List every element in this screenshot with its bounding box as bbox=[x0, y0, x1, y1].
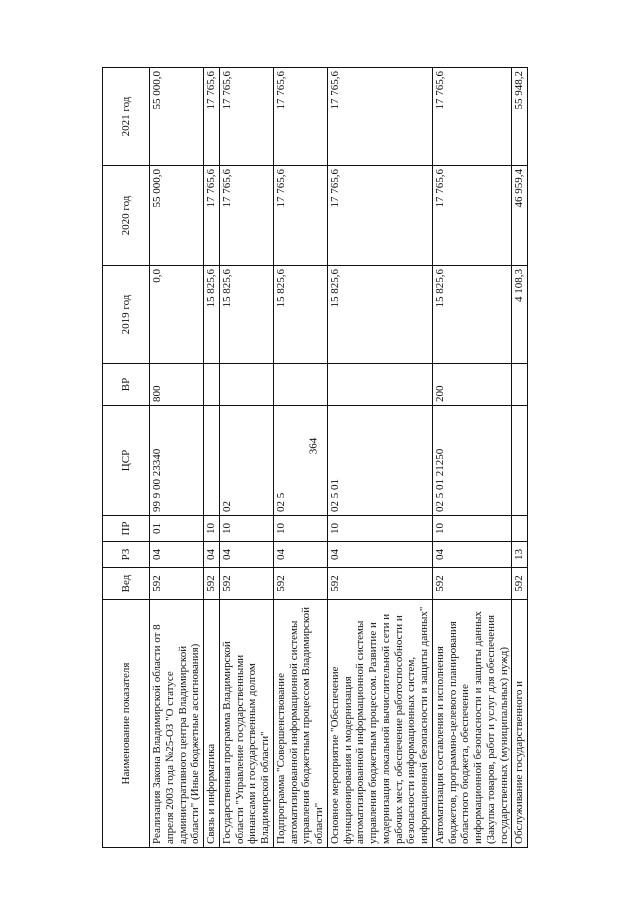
cell-name: Реализация Закона Владимирской области от 8 апреля 2003 года №25-ОЗ "О статусе административного центра Владимирской области" (Иные бюджетные ассигнования) bbox=[150, 600, 204, 848]
cell-csr: 02 5 01 21250 bbox=[432, 406, 512, 516]
cell-2019: 15 825,6 bbox=[219, 266, 273, 364]
cell-2020: 17 765,6 bbox=[219, 166, 273, 266]
header-name: Наименование показателя bbox=[103, 600, 150, 848]
cell-2020: 46 959,4 bbox=[512, 166, 528, 266]
cell-2019: 15 825,6 bbox=[273, 266, 327, 364]
table-row bbox=[219, 68, 273, 848]
cell-ved: 592 bbox=[204, 568, 220, 600]
cell-ved: 592 bbox=[219, 568, 273, 600]
header-2021: 2021 год bbox=[103, 68, 150, 166]
cell-csr: 02 bbox=[219, 406, 273, 516]
cell-name: Связь и информатика bbox=[204, 600, 220, 848]
cell-ved: 592 bbox=[150, 568, 204, 600]
header-vr: ВР bbox=[103, 364, 150, 406]
cell-rz: 04 bbox=[219, 542, 273, 568]
cell-vr bbox=[512, 364, 528, 406]
cell-ved: 592 bbox=[512, 568, 528, 600]
cell-rz: 04 bbox=[432, 542, 512, 568]
cell-pr: 10 bbox=[273, 516, 327, 542]
cell-pr: 10 bbox=[432, 516, 512, 542]
cell-csr: 02 5 01 bbox=[327, 406, 432, 516]
cell-2021: 55 948,2 bbox=[512, 68, 528, 166]
cell-vr bbox=[204, 364, 220, 406]
cell-ved: 592 bbox=[327, 568, 432, 600]
cell-rz: 13 bbox=[512, 542, 528, 568]
cell-rz: 04 bbox=[327, 542, 432, 568]
cell-csr bbox=[512, 406, 528, 516]
cell-csr: 99 9 00 23340 bbox=[150, 406, 204, 516]
cell-vr bbox=[273, 364, 327, 406]
cell-name: Подпрограмма "Совершенствование автоматизированной информационной системы управления бюджетным процессом Владимирской области" bbox=[273, 600, 327, 848]
cell-name: Автоматизация составления и исполнения бюджетов, программно-целевого планирования областного бюджета, обеспечение информационной безопасности и защиты данных (Закупка товаров, работ и услуг для обеспечения государственных (муниципальных) нужд) bbox=[432, 600, 512, 848]
table-row bbox=[432, 68, 512, 848]
cell-2021: 17 765,6 bbox=[204, 68, 220, 166]
cell-pr: 10 bbox=[327, 516, 432, 542]
page-number: 364 bbox=[307, 437, 320, 455]
cell-2021: 17 765,6 bbox=[273, 68, 327, 166]
cell-pr: 10 bbox=[219, 516, 273, 542]
cell-ved: 592 bbox=[273, 568, 327, 600]
cell-2021: 17 765,6 bbox=[432, 68, 512, 166]
header-2019: 2019 год bbox=[103, 266, 150, 364]
cell-ved: 592 bbox=[432, 568, 512, 600]
table-row bbox=[327, 68, 432, 848]
cell-2019: 15 825,6 bbox=[327, 266, 432, 364]
cell-2020: 17 765,6 bbox=[273, 166, 327, 266]
cell-2020: 17 765,6 bbox=[432, 166, 512, 266]
cell-vr bbox=[219, 364, 273, 406]
cell-2021: 55 000,0 bbox=[150, 68, 204, 166]
cell-2020: 17 765,6 bbox=[204, 166, 220, 266]
cell-2020: 17 765,6 bbox=[327, 166, 432, 266]
cell-name: Основное мероприятие "Обеспечение функционирования и модернизация автоматизированной информационной системы управления бюджетным процессом. Развитие и модернизация локальной вычислительной сети и рабочих мест, обеспечение работоспособности и безопасности информационных систем, информационной безопасности и защиты данных" bbox=[327, 600, 432, 848]
cell-rz: 04 bbox=[150, 542, 204, 568]
cell-2021: 17 765,6 bbox=[219, 68, 273, 166]
header-pr: ПР bbox=[103, 516, 150, 542]
header-row bbox=[103, 68, 150, 848]
cell-pr bbox=[512, 516, 528, 542]
cell-pr: 01 bbox=[150, 516, 204, 542]
cell-2021: 17 765,6 bbox=[327, 68, 432, 166]
header-ved: Вед bbox=[103, 568, 150, 600]
cell-2019: 0,0 bbox=[150, 266, 204, 364]
cell-2019: 15 825,6 bbox=[432, 266, 512, 364]
header-csr: ЦСР bbox=[103, 406, 150, 516]
cell-2019: 15 825,6 bbox=[204, 266, 220, 364]
cell-csr bbox=[204, 406, 220, 516]
cell-vr bbox=[327, 364, 432, 406]
table-row bbox=[273, 68, 327, 848]
cell-2019: 4 108,3 bbox=[512, 266, 528, 364]
table-row bbox=[512, 68, 528, 848]
cell-vr: 800 bbox=[150, 364, 204, 406]
header-rz: РЗ bbox=[103, 542, 150, 568]
cell-rz: 04 bbox=[273, 542, 327, 568]
header-2020: 2020 год bbox=[103, 166, 150, 266]
rotated-table-container bbox=[102, 68, 605, 848]
table-row bbox=[204, 68, 220, 848]
cell-2020: 55 000,0 bbox=[150, 166, 204, 266]
cell-name: Обслуживание государственного и bbox=[512, 600, 528, 848]
cell-rz: 04 bbox=[204, 542, 220, 568]
cell-pr: 10 bbox=[204, 516, 220, 542]
table-row bbox=[150, 68, 204, 848]
cell-csr: 02 5 bbox=[273, 406, 327, 516]
cell-name: Государственная программа Владимирской области "Управление государственными финансами и государственным долгом Владимирской области" bbox=[219, 600, 273, 848]
cell-vr: 200 bbox=[432, 364, 512, 406]
budget-table bbox=[102, 67, 528, 848]
